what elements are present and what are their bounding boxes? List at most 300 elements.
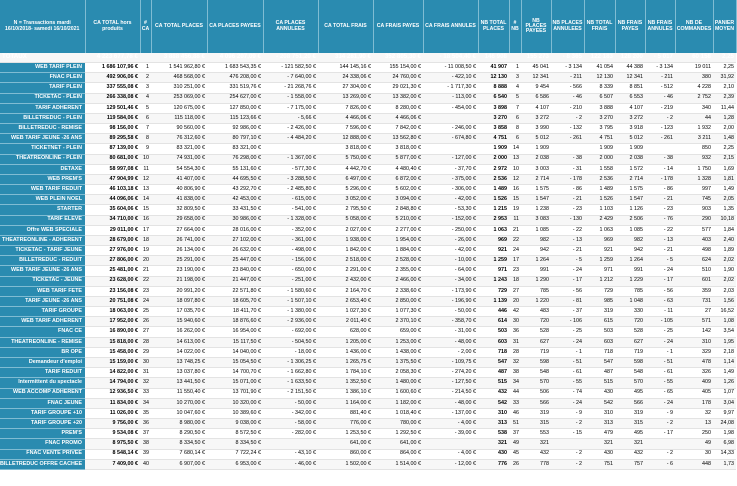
table-cell: 14 040,00 € (207, 347, 263, 357)
table-cell: 15 (140, 205, 151, 215)
table-cell: 49 (675, 439, 713, 449)
table-cell: 3 094,00 € (373, 195, 423, 205)
table-cell: - 2 426,00 € (263, 124, 318, 134)
table-cell: 528 (521, 327, 551, 337)
table-cell: 14 794,00 € (85, 378, 140, 388)
table-cell: - 566 (551, 83, 584, 93)
column-header: NB FRAIS PAYES (615, 0, 645, 53)
table-cell: 27 976,00 € (85, 246, 140, 256)
table-row (0, 429, 736, 439)
table-cell: 1,28 (713, 113, 736, 123)
table-cell: 29 (140, 347, 151, 357)
table-cell: - 2 151,50 € (263, 388, 318, 398)
table-cell: 1 212 (584, 276, 615, 286)
table-cell: 598 (615, 357, 645, 367)
table-row (0, 73, 736, 83)
table-cell: - 1 (551, 347, 584, 357)
table-cell: - 178 (551, 174, 584, 184)
row-label: WEB TARIF JEUNE -26 ANS (0, 134, 85, 144)
table-cell: 1 502,00 € (318, 459, 373, 469)
table-cell: 515 (478, 378, 509, 388)
table-cell: 310 (675, 337, 713, 347)
table-cell: 17 (140, 225, 151, 235)
table-cell: - 86 (645, 185, 675, 195)
row-label: TICKETNET - PLEIN (0, 144, 85, 154)
table-cell: 566 (521, 398, 551, 408)
table-cell: 7 722,24 € (207, 449, 263, 459)
table-cell: - 7 640,00 € (263, 73, 318, 83)
table-row (0, 103, 736, 113)
row-label: TICKETAC - PLEIN (0, 93, 85, 103)
table-cell: - 18,00 € (263, 347, 318, 357)
table-cell: - 4,00 € (423, 449, 478, 459)
table-cell: 26 134,00 € (151, 246, 207, 256)
table-row (0, 174, 736, 184)
table-cell: 7 (509, 103, 521, 113)
table-cell: 2,10 (713, 83, 736, 93)
table-row (0, 83, 736, 93)
table-cell: - 13 (551, 235, 584, 245)
table-cell: 547 (584, 357, 615, 367)
table-cell: 44 096,06 € (85, 195, 140, 205)
table-row (0, 419, 736, 429)
table-cell: 21 (140, 266, 151, 276)
table-cell: 7 842,00 € (373, 124, 423, 134)
table-cell: 785 (615, 286, 645, 296)
table-cell: 9 756,00 € (85, 419, 140, 429)
table-row (0, 185, 736, 195)
table-cell: 3 083 (521, 215, 551, 225)
table-cell: 5 602,00 € (373, 185, 423, 195)
table-cell: 18 097,80 € (151, 296, 207, 306)
table-cell: 881,40 € (318, 408, 373, 418)
table-row (0, 134, 736, 144)
table-cell: 29 658,00 € (151, 215, 207, 225)
table-cell: 14 822,00 € (85, 368, 140, 378)
row-label: WEB TARIF PLEIN (0, 63, 85, 73)
table-cell: 310 251,00 € (151, 83, 207, 93)
table-cell: 11,44 (713, 103, 736, 113)
row-label: Offre WEB SPECIALE (0, 225, 85, 235)
column-header: # NB (509, 0, 521, 53)
table-cell: - 1 662,80 € (263, 368, 318, 378)
table-cell: 14,33 (713, 449, 736, 459)
table-cell: 2,25 (713, 144, 736, 154)
table-cell: - 137,00 € (423, 408, 478, 418)
table-cell: 22 571,80 € (207, 286, 263, 296)
table-cell: - 76 (645, 215, 675, 225)
table-cell: 26 741,00 € (151, 235, 207, 245)
table-cell: 14 022,00 € (151, 347, 207, 357)
table-cell: 10 047,60 € (151, 408, 207, 418)
table-cell: 1 909 (615, 144, 645, 154)
table-cell: 8 975,50 € (85, 439, 140, 449)
table-cell: 997 (675, 185, 713, 195)
table-cell: 34 (509, 378, 521, 388)
table-cell: 319 (521, 408, 551, 418)
table-cell: 9 038,00 € (207, 419, 263, 429)
table-cell: 1 328 (675, 174, 713, 184)
table-cell: - 14 (645, 164, 675, 174)
column-header: NB PLACES PAYEES (521, 0, 551, 53)
table-cell: - 113,00 € (423, 93, 478, 103)
table-cell: 27 (140, 327, 151, 337)
totals-cell: 128 200 (615, 53, 645, 63)
table-cell: - 10,00 € (423, 256, 478, 266)
table-cell: - 541,00 € (263, 205, 318, 215)
table-cell: - 1 633,50 € (263, 378, 318, 388)
table-cell: - 61 (645, 368, 675, 378)
table-cell: 337 555,08 € (85, 83, 140, 93)
table-cell: 22 (509, 235, 521, 245)
row-label: FNAC PROMO (0, 439, 85, 449)
table-cell: 27 (675, 307, 713, 317)
table-cell: 31 (140, 368, 151, 378)
table-cell: - 358,70 € (423, 317, 478, 327)
table-cell: 4 480,40 € (373, 164, 423, 174)
totals-cell: - 5 017 (645, 53, 675, 63)
table-cell: 506 (521, 388, 551, 398)
table-cell: 624 (675, 256, 713, 266)
table-cell: 11 026,00 € (85, 408, 140, 418)
table-cell: 14 700,70 € (207, 368, 263, 378)
table-cell: - 9 (551, 408, 584, 418)
table-cell: - 26,00 € (423, 235, 478, 245)
table-cell: 3 795 (584, 124, 615, 134)
table-cell (645, 144, 675, 154)
table-cell: 1,89 (713, 246, 736, 256)
table-cell: 2 338,60 € (373, 286, 423, 296)
row-label: BILLETREDUC - PLEIN (0, 113, 85, 123)
table-cell: 468 568,00 € (151, 73, 207, 83)
totals-cell (509, 53, 521, 63)
table-cell: 27 806,00 € (85, 256, 140, 266)
table-cell: 266 338,08 € (85, 93, 140, 103)
table-cell: 446 (478, 307, 509, 317)
table-cell: 340 (675, 103, 713, 113)
table-row (0, 63, 736, 73)
table-cell: 3 052,00 € (318, 195, 373, 205)
table-cell: - 11 (645, 307, 675, 317)
column-header: PANIER MOYEN (713, 0, 736, 53)
row-label: FNAC PLEIN (0, 73, 85, 83)
table-cell: 1 018,40 € (373, 408, 423, 418)
table-cell: - 65 (645, 388, 675, 398)
table-cell (423, 144, 478, 154)
table-cell: - 130 (551, 215, 584, 225)
table-cell: - 3 288,50 € (263, 174, 318, 184)
table-cell: 495 (615, 388, 645, 398)
table-cell: 921 (584, 246, 615, 256)
table-cell: - 23 (645, 205, 675, 215)
table-cell: 8 851 (615, 83, 645, 93)
table-cell: 479 (584, 429, 615, 439)
table-cell: 528 (615, 327, 645, 337)
table-cell: 313 (584, 419, 615, 429)
table-cell: 487 (478, 368, 509, 378)
table-cell: 1 575 (521, 185, 551, 195)
table-cell (423, 113, 478, 123)
table-cell: 27 304,00 € (318, 83, 373, 93)
table-cell: 6 507 (584, 93, 615, 103)
table-cell: 1 938,00 € (318, 235, 373, 245)
table-cell: 74 931,00 € (151, 154, 207, 164)
table-cell: 1 750 (675, 164, 713, 174)
table-cell: 731 (675, 296, 713, 306)
table-cell: 89 295,58 € (85, 134, 140, 144)
table-cell: 44 (675, 113, 713, 123)
table-cell: 24,08 (713, 419, 736, 429)
table-cell: 20 (509, 296, 521, 306)
table-cell: 2,15 (713, 154, 736, 164)
table-cell (551, 144, 584, 154)
column-header: NB TOTAL FRAIS (584, 0, 615, 53)
table-row (0, 246, 736, 256)
table-cell: 42 (509, 307, 521, 317)
table-cell: 9,97 (713, 408, 736, 418)
table-cell: 515 (584, 378, 615, 388)
table-cell: 3 990 (521, 124, 551, 134)
table-cell: 7 409,00 € (85, 459, 140, 469)
table-cell: 2 038 (521, 154, 551, 164)
table-cell: 1,56 (713, 296, 736, 306)
row-label: TARIF JEUNE -26 ANS (0, 296, 85, 306)
table-cell: 403 (675, 235, 713, 245)
table-cell: - 46,00 € (263, 459, 318, 469)
table-cell: 18 063,00 € (85, 307, 140, 317)
table-cell: - 21 (645, 195, 675, 205)
table-cell: 330 (615, 307, 645, 317)
table-cell: - 106 (551, 317, 584, 327)
table-cell: 16 262,00 € (151, 327, 207, 337)
table-cell: 1 480,00 € (373, 378, 423, 388)
table-cell: - 454,00 € (423, 103, 478, 113)
table-cell: 41 907 (478, 63, 509, 73)
table-cell: 12 (509, 174, 521, 184)
table-cell: 3,04 (713, 398, 736, 408)
row-label: FNAC JEUNE (0, 398, 85, 408)
table-cell: 38 (509, 368, 521, 378)
table-cell: 36 (140, 419, 151, 429)
table-cell: 23 190,00 € (151, 266, 207, 276)
table-cell: 1 547 (615, 195, 645, 205)
table-cell: - 261 (551, 134, 584, 144)
table-cell: 58 997,08 € (85, 164, 140, 174)
table-cell: - 2 (551, 459, 584, 469)
column-header: NB DE COMMANDES (675, 0, 713, 53)
table-cell: 10 (140, 154, 151, 164)
row-label: FNAC VENTE PRIVEE (0, 449, 85, 459)
table-cell: 6 586 (521, 93, 551, 103)
table-row (0, 215, 736, 225)
table-cell: 13 269,00 € (318, 93, 373, 103)
table-cell: - 1 558,00 € (263, 93, 318, 103)
table-cell: 982 (615, 235, 645, 245)
table-cell: 3 818,00 € (373, 144, 423, 154)
table-cell: 321 (615, 439, 645, 449)
table-cell: - 109,75 € (423, 357, 478, 367)
table-row (0, 337, 736, 347)
table-cell: 42 453,00 € (207, 195, 263, 205)
table-cell: - 51 (551, 357, 584, 367)
table-body (0, 53, 736, 469)
table-cell: 321 (478, 439, 509, 449)
table-cell: 44 (509, 388, 521, 398)
table-cell: 10 (509, 164, 521, 174)
table-cell: 1 (140, 63, 151, 73)
table-cell: 3 888 (584, 103, 615, 113)
totals-cell: 334 281,90 € (318, 53, 373, 63)
row-label: WEB ACCOMP ADHERENT (0, 388, 85, 398)
table-cell: 4 466,06 € (318, 113, 373, 123)
table-cell: 1 438,00 € (373, 347, 423, 357)
table-cell: - 5 (551, 256, 584, 266)
table-row (0, 256, 736, 266)
column-header: CA PLACES ANNULEES (263, 0, 318, 53)
table-cell: - 577,30 € (263, 164, 318, 174)
table-row (0, 154, 736, 164)
column-header: CA TOTAL hors produits (85, 0, 140, 53)
table-cell: 991 (521, 266, 551, 276)
table-cell: 80 681,00 € (85, 154, 140, 164)
table-cell: 40 (140, 459, 151, 469)
table-cell: 5 (140, 103, 151, 113)
table-cell: 18 (140, 235, 151, 245)
table-cell: 7 596,00 € (318, 124, 373, 134)
table-cell: - 123 (645, 124, 675, 134)
table-cell: - 2 (645, 113, 675, 123)
table-cell: 6 (140, 113, 151, 123)
table-row (0, 164, 736, 174)
table-cell: 41 407,00 € (151, 174, 207, 184)
table-cell: 4 466,06 € (373, 113, 423, 123)
table-cell: 1 264 (615, 256, 645, 266)
table-cell: - 504,50 € (263, 337, 318, 347)
table-cell: 1 205,00 € (318, 337, 373, 347)
table-cell: 40 806,90 € (151, 185, 207, 195)
table-cell: - 38 (551, 154, 584, 164)
row-label: WEB TARIF JEUNE -26 ANS (0, 266, 85, 276)
table-cell: 19 011 (675, 63, 713, 73)
table-cell: 1 290 (521, 276, 551, 286)
table-cell: 641,00 € (373, 439, 423, 449)
table-cell: 6 553 (615, 93, 645, 103)
table-row (0, 357, 736, 367)
table-row (0, 368, 736, 378)
table-row (0, 439, 736, 449)
table-row (0, 124, 736, 134)
row-label: BILLETREDUC OFFRE CACHEE (0, 459, 85, 469)
table-cell: 2,18 (713, 347, 736, 357)
table-cell: 2 000 (584, 154, 615, 164)
table-cell: 432 (615, 449, 645, 459)
table-cell (263, 144, 318, 154)
table-cell: 4 107 (615, 103, 645, 113)
table-cell: 254 627,00 € (207, 93, 263, 103)
table-cell: 49 (509, 439, 521, 449)
table-cell: 4 751 (584, 134, 615, 144)
table-row (0, 235, 736, 245)
table-cell: 8 280,00 € (373, 103, 423, 113)
table-row (0, 205, 736, 215)
table-cell: 87 139,00 € (85, 144, 140, 154)
table-row (0, 317, 736, 327)
table-cell: 76 298,00 € (207, 154, 263, 164)
table-cell: - 13 (645, 235, 675, 245)
table-cell: 1 264 (521, 256, 551, 266)
table-cell: - 132 (551, 124, 584, 134)
table-cell: 969 (584, 235, 615, 245)
table-cell: 30 (675, 449, 713, 459)
table-cell: 380 (675, 73, 713, 83)
table-cell: 142 (675, 327, 713, 337)
table-cell: 603 (478, 337, 509, 347)
table-cell: 553 (521, 429, 551, 439)
table-cell: 1 265,75 € (318, 357, 373, 367)
table-cell: - 17 (645, 429, 675, 439)
column-header: CA FRAIS ANNULES (423, 0, 478, 53)
table-cell: - 261 (645, 134, 675, 144)
table-cell: 1 085 (615, 225, 645, 235)
table-cell: 2 506 (615, 215, 645, 225)
table-cell: 12 130 (478, 73, 509, 83)
table-cell: 864,00 € (373, 449, 423, 459)
table-cell: 1 352,50 € (318, 378, 373, 388)
table-cell: 430 (584, 388, 615, 398)
table-row (0, 93, 736, 103)
row-label: DETAXE (0, 164, 85, 174)
table-cell: - 1 367,00 € (263, 154, 318, 164)
table-cell: 2 164,70 € (318, 286, 373, 296)
table-cell: 2 277,00 € (373, 225, 423, 235)
table-cell: 1 932 (675, 124, 713, 134)
table-cell: 13 701,90 € (207, 388, 263, 398)
table-cell: - 38 (645, 154, 675, 164)
table-cell: 615 (584, 317, 615, 327)
table-cell: 13 (509, 154, 521, 164)
row-label: WEB PLEIN NOEL (0, 195, 85, 205)
table-cell: 13 441,50 € (151, 378, 207, 388)
table-cell: 2 355,00 € (373, 266, 423, 276)
table-cell: - 105 (645, 317, 675, 327)
table-cell: - 22 (551, 225, 584, 235)
table-cell: 30 (140, 357, 151, 367)
table-cell: 745 (675, 195, 713, 205)
table-cell: 2,25 (713, 63, 736, 73)
table-cell: 3 (140, 83, 151, 93)
table-cell: - 1 717,30 € (423, 83, 478, 93)
table-cell: 115 123,66 € (207, 113, 263, 123)
table-cell: 2 038 (615, 154, 645, 164)
table-cell: 6 (509, 113, 521, 123)
row-label: FNAC CE (0, 327, 85, 337)
table-cell: 4 (509, 83, 521, 93)
table-cell: 6 953,00 € (207, 459, 263, 469)
table-cell: 1,84 (713, 225, 736, 235)
table-cell: 1,49 (713, 368, 736, 378)
table-cell: - 2 936,00 € (263, 317, 318, 327)
table-cell: 1 253,00 € (373, 337, 423, 347)
table-cell: 329 (675, 347, 713, 357)
table-cell: 250 (675, 429, 713, 439)
table-cell: 1 954,00 € (373, 235, 423, 245)
table-cell: 1 238 (521, 205, 551, 215)
table-cell: 9 (140, 144, 151, 154)
table-cell: 23 (140, 286, 151, 296)
table-cell: 55 131,60 € (207, 164, 263, 174)
table-cell: 41 054 (584, 63, 615, 73)
table-cell: - 1 328,00 € (263, 215, 318, 225)
